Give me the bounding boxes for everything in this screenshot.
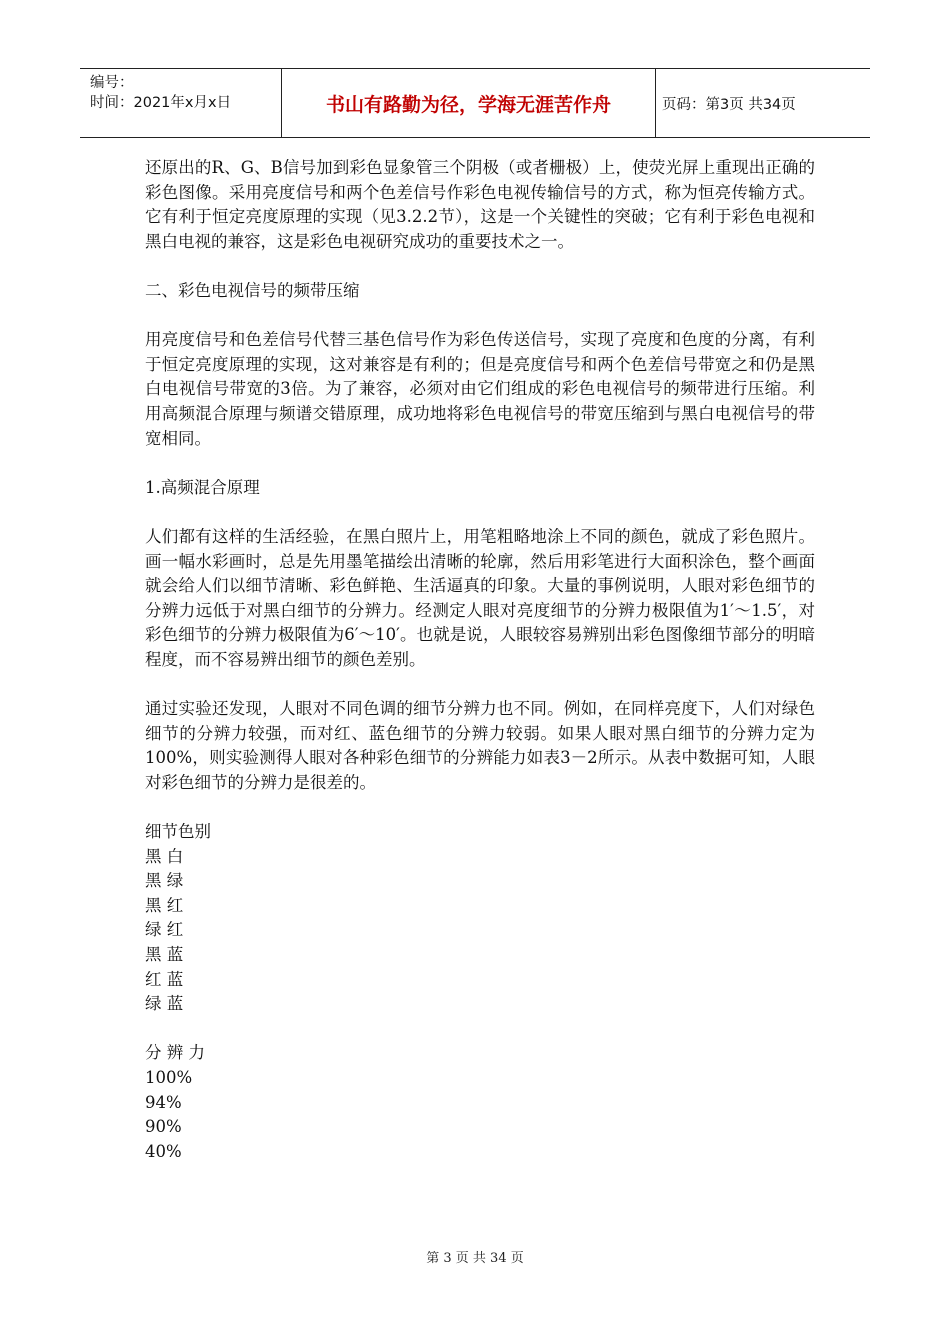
table-cell: 100% xyxy=(145,1067,193,1087)
table-cell: 红 蓝 xyxy=(145,969,184,989)
table-cell: 绿 蓝 xyxy=(145,994,184,1014)
table-cell: 黑 蓝 xyxy=(145,945,184,964)
table-cell: 黑 红 xyxy=(145,895,184,915)
paragraph-1: 还原出的R、G、B信号加到彩色显象管三个阴极（或者栅极）上，使荧光屏上重现出正确的彩色图像。采用亮度信号和两个色差信号作彩色电视传输信号的方式，称为恒亮传输方式。它有利于恒定亮度原理的实现（见3.2.2节），这是一个关键性的突破；它有利于彩色电视和黑白电视的兼容，这是彩色电视研究成功的重要技术之一。 xyxy=(145,158,815,251)
page-header xyxy=(80,68,870,138)
table-column-resolution xyxy=(145,1041,815,1164)
page-footer: 第 3 页 共 34 页 xyxy=(426,1251,524,1266)
table-header-color-type: 细节色别 xyxy=(145,822,211,842)
table-cell: 94% xyxy=(145,1092,182,1112)
table-cell: 绿 红 xyxy=(145,920,184,940)
header-motto: 书山有路勤为径，学海无涯苦作舟 xyxy=(282,69,656,137)
table-cell: 黑 绿 xyxy=(145,871,184,891)
paragraph-4: 通过实验还发现，人眼对不同色调的细节分辨力也不同。例如，在同样亮度下，人们对绿色细节的分辨力较强，而对红、蓝色细节的分辨力较弱。如果人眼对黑白细节的分辨力定为100%，则实验测得人眼对各种彩色细节的分辨能力如表3－2所示。从表中数据可知，人眼对彩色细节的分辨力是很差的。 xyxy=(145,699,815,792)
date-label: 时间：2021年x月x日 xyxy=(90,95,232,111)
header-meta xyxy=(80,69,282,137)
table-header-resolution: 分 辨 力 xyxy=(145,1043,205,1063)
paragraph-3: 人们都有这样的生活经验，在黑白照片上，用笔粗略地涂上不同的颜色，就成了彩色照片。画一幅水彩画时，总是先用墨笔描绘出清晰的轮廓，然后用彩笔进行大面积涂色，整个画面就会给人们以细节清晰、彩色鲜艳、生活逼真的印象。大量的事例说明，人眼对彩色细节的分辨力远低于对黑白细节的分辨力。经测定人眼对亮度细节的分辨力极限值为1′～1.5′，对彩色细节的分辨力极限值为6′～10′。也就是说，人眼较容易辨别出彩色图像细节部分的明暗程度，而不容易辨出细节的颜色差别。 xyxy=(145,526,815,669)
table-cell: 黑 白 xyxy=(145,846,184,866)
paragraph-2: 用亮度信号和色差信号代替三基色信号作为彩色传送信号，实现了亮度和色度的分离，有利于恒定亮度原理的实现，这对兼容是有利的；但是亮度信号和两个色差信号带宽之和仍是黑白电视信号带宽的3倍。为了兼容，必须对由它们组成的彩色电视信号的频带进行压缩。利用高频混合原理与频谱交错原理，成功地将彩色电视信号的带宽压缩到与黑白电视信号的带宽相同。 xyxy=(145,330,815,448)
table-cell: 90% xyxy=(145,1117,182,1137)
serial-label: 编号： xyxy=(90,75,134,91)
document-body xyxy=(145,156,815,1164)
table-cell: 40% xyxy=(145,1141,182,1161)
subsection-heading-1: 1.高频混合原理 xyxy=(145,477,260,497)
section-heading-2: 二、彩色电视信号的频带压缩 xyxy=(145,280,360,300)
header-page-code: 页码：第3页 共34页 xyxy=(662,96,796,113)
table-column-color-type xyxy=(145,820,815,1017)
